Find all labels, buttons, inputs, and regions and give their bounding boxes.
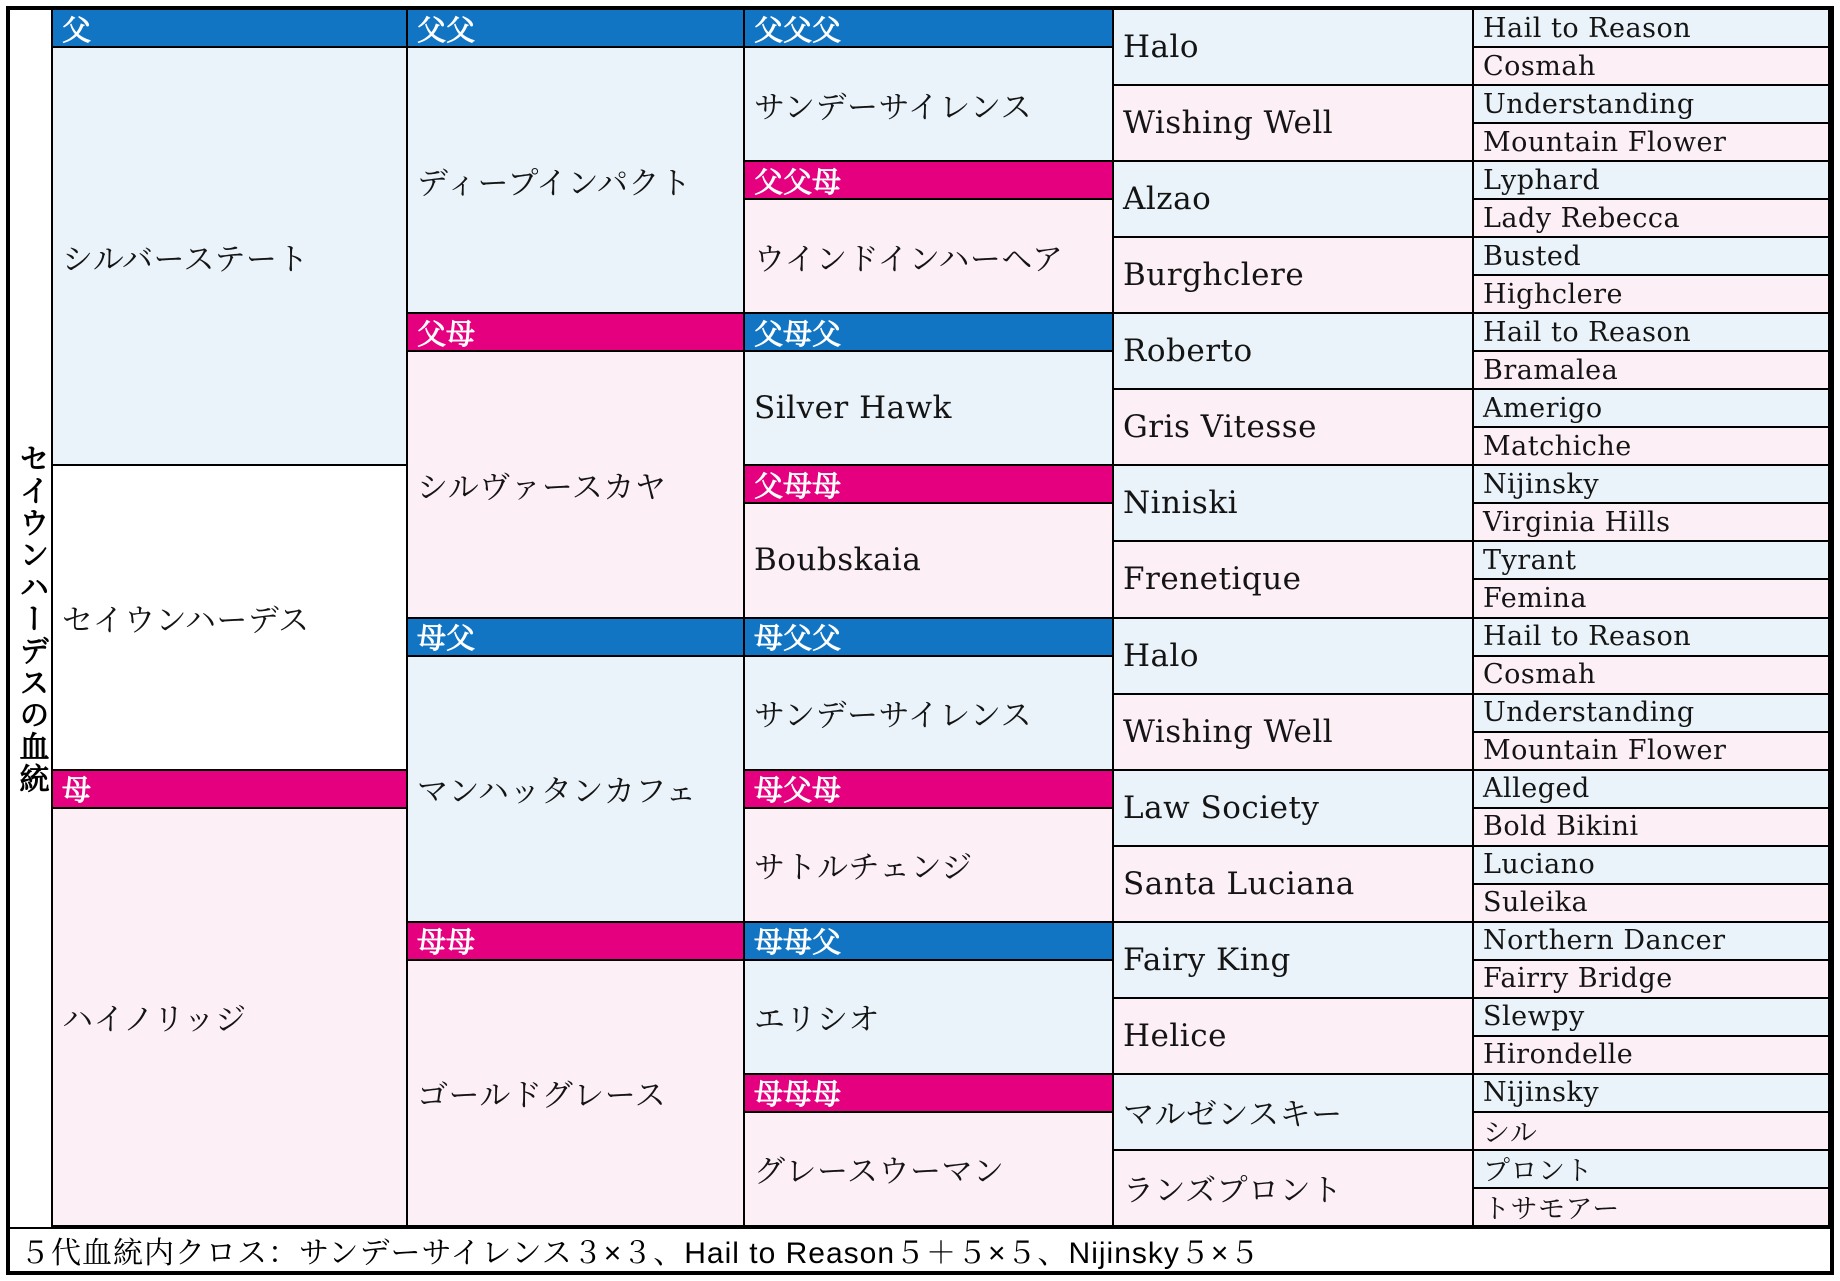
fmff-sire: Hail to Reason	[1474, 314, 1830, 352]
inbreeding-caption: ５代血統内クロス：サンデーサイレンス３×３、Hail to Reason５＋５×５、Nijinsky５×５	[10, 1229, 1830, 1271]
fmmf-name: Niniski	[1114, 466, 1474, 542]
mfmm-dam: Suleika	[1474, 885, 1830, 923]
ffff-name: Halo	[1114, 10, 1474, 86]
side-title-strip	[10, 10, 53, 1227]
fmff-name: Roberto	[1114, 314, 1474, 390]
mfm-name: サトルチェンジ	[745, 809, 1114, 923]
fmmm-name: Frenetique	[1114, 542, 1474, 618]
ffmf-sire: Lyphard	[1474, 162, 1830, 200]
mfmf-dam: Bold Bikini	[1474, 809, 1830, 847]
ff-name: ディープインパクト	[408, 48, 745, 314]
mfmm-sire: Luciano	[1474, 847, 1830, 885]
mmmm-sire: プロント	[1474, 1151, 1830, 1189]
fffm-sire: Understanding	[1474, 86, 1830, 124]
mfff-dam: Cosmah	[1474, 657, 1830, 695]
fmmf-sire: Nijinsky	[1474, 466, 1830, 504]
fmm-name: Boubskaia	[745, 504, 1114, 618]
fmmf-dam: Virginia Hills	[1474, 504, 1830, 542]
mm-name: ゴールドグレース	[408, 961, 745, 1227]
mmm-header: 母母母	[745, 1075, 1114, 1113]
mmmf-name: マルゼンスキー	[1114, 1075, 1474, 1151]
mf-name: マンハッタンカフェ	[408, 657, 745, 923]
mmfm-name: Helice	[1114, 999, 1474, 1075]
fffm-name: Wishing Well	[1114, 86, 1474, 162]
ff-header: 父父	[408, 10, 745, 48]
fm-header: 父母	[408, 314, 745, 352]
ffff-dam: Cosmah	[1474, 48, 1830, 86]
page-title: セイウンハーデスの血統	[14, 442, 48, 795]
fff-header: 父父父	[745, 10, 1114, 48]
fmf-name: Silver Hawk	[745, 352, 1114, 466]
mff-header: 母父父	[745, 619, 1114, 657]
mmff-dam: Fairry Bridge	[1474, 961, 1830, 999]
mfmf-name: Law Society	[1114, 771, 1474, 847]
mm-header: 母母	[408, 923, 745, 961]
fmm-header: 父母母	[745, 466, 1114, 504]
m-header: 母	[53, 771, 408, 809]
fmfm-name: Gris Vitesse	[1114, 390, 1474, 466]
mff-name: サンデーサイレンス	[745, 657, 1114, 771]
fffm-dam: Mountain Flower	[1474, 124, 1830, 162]
mmf-name: エリシオ	[745, 961, 1114, 1075]
fmmm-dam: Femina	[1474, 580, 1830, 618]
mffm-sire: Understanding	[1474, 695, 1830, 733]
mmfm-dam: Hirondelle	[1474, 1037, 1830, 1075]
mffm-name: Wishing Well	[1114, 695, 1474, 771]
fmfm-sire: Amerigo	[1474, 390, 1830, 428]
ffmf-dam: Lady Rebecca	[1474, 200, 1830, 238]
fmfm-dam: Matchiche	[1474, 428, 1830, 466]
pedigree-table	[6, 6, 1834, 1275]
mmff-name: Fairy King	[1114, 923, 1474, 999]
fff-name: サンデーサイレンス	[745, 48, 1114, 162]
ffff-sire: Hail to Reason	[1474, 10, 1830, 48]
pedigree-grid	[53, 10, 1830, 1227]
mmfm-sire: Slewpy	[1474, 999, 1830, 1037]
pedigree-main	[10, 10, 1830, 1229]
mffm-dam: Mountain Flower	[1474, 733, 1830, 771]
fm-name: シルヴァースカヤ	[408, 352, 745, 618]
mmmm-dam: トサモアー	[1474, 1189, 1830, 1227]
mfm-header: 母父母	[745, 771, 1114, 809]
ffmm-name: Burghclere	[1114, 238, 1474, 314]
ffm-name: ウインドインハーヘア	[745, 200, 1114, 314]
f-header: 父	[53, 10, 408, 48]
mmm-name: グレースウーマン	[745, 1113, 1114, 1227]
mfmf-sire: Alleged	[1474, 771, 1830, 809]
mfff-sire: Hail to Reason	[1474, 619, 1830, 657]
m-name: ハイノリッジ	[53, 809, 408, 1227]
mmf-header: 母母父	[745, 923, 1114, 961]
mmff-sire: Northern Dancer	[1474, 923, 1830, 961]
ffmm-dam: Highclere	[1474, 276, 1830, 314]
ffm-header: 父父母	[745, 162, 1114, 200]
mmmf-dam: シル	[1474, 1113, 1830, 1151]
f-name: シルバーステート	[53, 48, 408, 466]
ffmm-sire: Busted	[1474, 238, 1830, 276]
fmmm-sire: Tyrant	[1474, 542, 1830, 580]
subject-name: セイウンハーデス	[53, 466, 408, 770]
fmf-header: 父母父	[745, 314, 1114, 352]
ffmf-name: Alzao	[1114, 162, 1474, 238]
mfmm-name: Santa Luciana	[1114, 847, 1474, 923]
mfff-name: Halo	[1114, 619, 1474, 695]
mmmf-sire: Nijinsky	[1474, 1075, 1830, 1113]
mmmm-name: ランズプロント	[1114, 1151, 1474, 1227]
fmff-dam: Bramalea	[1474, 352, 1830, 390]
mf-header: 母父	[408, 619, 745, 657]
